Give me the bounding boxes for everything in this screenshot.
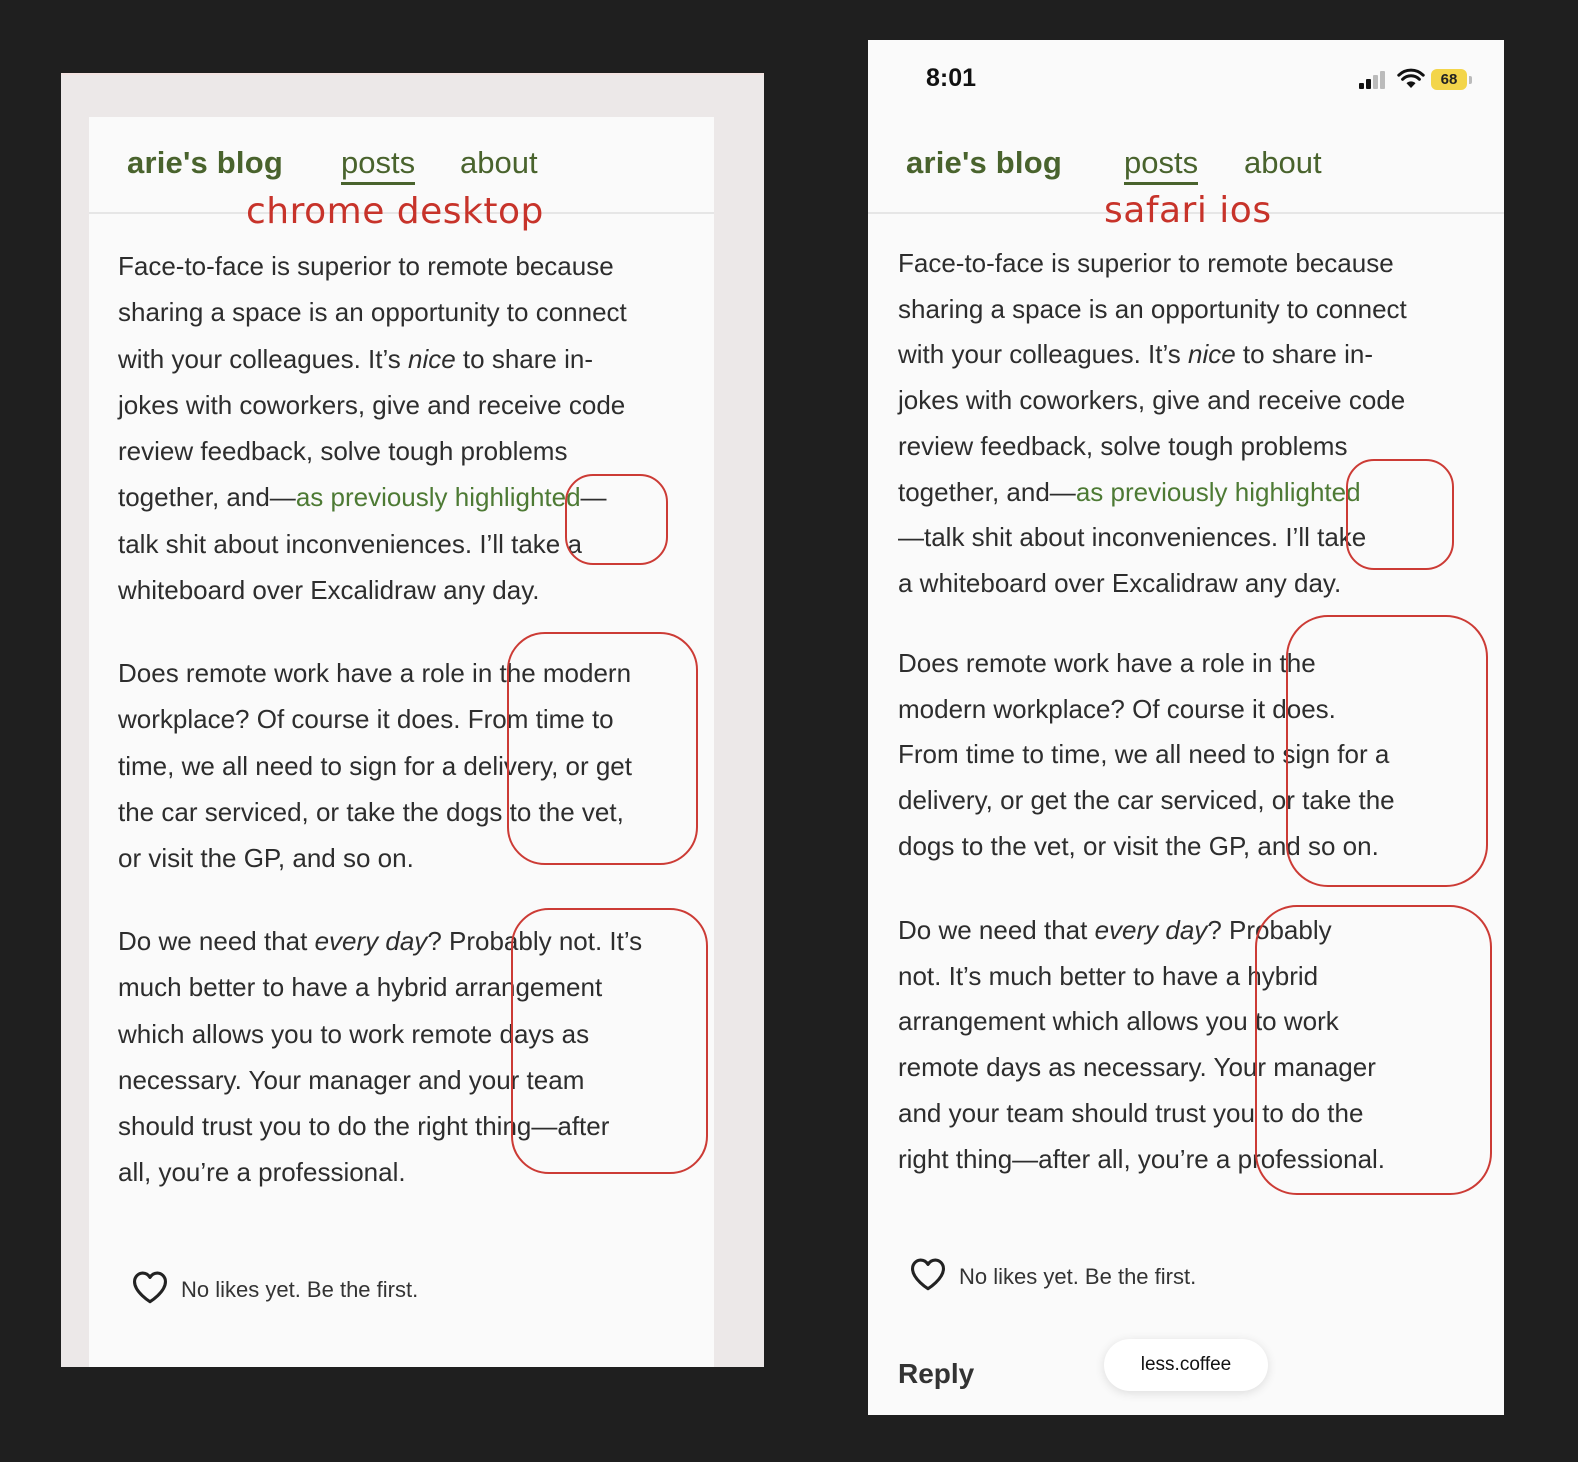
text-line: much better to have a hybrid arrangement (118, 972, 603, 1003)
reply-heading: Reply (898, 1358, 975, 1389)
text-line: arrangement which allows you to work (898, 1006, 1339, 1037)
text-line: dogs to the vet, or visit the GP, and so on. (898, 830, 1379, 861)
ios-status-bar (868, 40, 1504, 120)
status-time: 8:01 (926, 64, 977, 92)
text-line: Does remote work have a role in the (898, 648, 1316, 678)
text-line: review feedback, solve tough problems (898, 430, 1348, 461)
text-line: Does remote work have a role in the modern (118, 658, 632, 688)
text-line: workplace? Of course it does. From time to (118, 704, 614, 735)
text-line: —talk shit about inconveniences. I’ll take (898, 522, 1367, 553)
annotation-circle (511, 908, 708, 1174)
text-line: modern workplace? Of course it does. (898, 693, 1336, 724)
text-line: Do we need that every day? Probably not. It’s (118, 926, 643, 956)
text-line: necessary. Your manager and your team (118, 1064, 585, 1095)
text-line: sharing a space is an opportunity to connect (898, 293, 1407, 324)
likes-text: No likes yet. Be the first. (181, 1277, 419, 1302)
text-line: with your colleagues. It’s nice to share in- (898, 339, 1373, 370)
post-paragraph (118, 243, 627, 613)
text-line: all, you’re a professional. (118, 1157, 406, 1188)
wifi-icon (1397, 68, 1425, 90)
text-line: and your team should trust you to do the (898, 1097, 1364, 1128)
nav-about-link[interactable]: about (1244, 145, 1322, 180)
annotation-label: safari ios (1104, 190, 1272, 231)
text-line: delivery, or get the car serviced, or take the (898, 785, 1395, 816)
nav-about-link[interactable]: about (460, 145, 538, 180)
blog-brand-link[interactable]: arie's blog (127, 145, 284, 180)
nav-posts-link[interactable]: posts (341, 145, 415, 185)
text-line: Do we need that every day? Probably (898, 915, 1332, 945)
text-line: with your colleagues. It’s nice to share in- (118, 343, 593, 374)
site-url-pill[interactable]: less.coffee (1104, 1339, 1268, 1391)
annotation-circle (565, 474, 668, 565)
battery-tip (1469, 76, 1472, 84)
text-line: a whiteboard over Excalidraw any day. (898, 567, 1342, 598)
annotation-circle (1286, 615, 1488, 887)
text-line: remote days as necessary. Your manager (898, 1052, 1376, 1083)
text-line: which allows you to work remote days as (118, 1018, 590, 1049)
text-line: Face-to-face is superior to remote because (118, 251, 614, 281)
annotation-circle (1346, 459, 1454, 570)
text-line: right thing—after all, you’re a professional. (898, 1143, 1386, 1174)
text-line: review feedback, solve tough problems (118, 436, 568, 467)
text-line: or visit the GP, and so on. (118, 843, 414, 874)
annotation-circle (507, 632, 698, 865)
text-line: sharing a space is an opportunity to connect (118, 297, 627, 328)
text-line: whiteboard over Excalidraw any day. (118, 575, 540, 606)
heart-icon[interactable] (909, 1257, 947, 1297)
text-line: should trust you to do the right thing—after (118, 1111, 610, 1142)
annotation-circle (1255, 905, 1492, 1195)
inline-link[interactable]: as previously highlighted (295, 482, 581, 513)
post-paragraph (898, 241, 1407, 607)
text-line: not. It’s much better to have a hybrid (898, 960, 1319, 991)
annotation-label: chrome desktop (246, 191, 544, 232)
text-line: jokes with coworkers, give and receive code (898, 385, 1406, 416)
text-line: the car serviced, or take the dogs to the vet, (118, 796, 624, 827)
text-line: jokes with coworkers, give and receive code (118, 389, 626, 420)
battery-indicator: 68 (1431, 69, 1467, 90)
cellular-signal-icon (1359, 70, 1389, 90)
text-line: together, and—as previously highlighted— (118, 482, 607, 513)
text-line: From time to time, we all need to sign for a (898, 739, 1390, 770)
text-line: together, and—as previously highlighted (898, 476, 1361, 507)
likes-row (131, 1270, 418, 1310)
text-line: time, we all need to sign for a delivery, or get (118, 750, 632, 781)
nav-posts-link[interactable]: posts (1124, 145, 1198, 185)
blog-brand-link[interactable]: arie's blog (906, 145, 1063, 180)
inline-link[interactable]: as previously highlighted (1075, 476, 1361, 507)
heart-icon[interactable] (131, 1270, 169, 1310)
likes-text: No likes yet. Be the first. (959, 1264, 1197, 1289)
likes-row (909, 1257, 1196, 1297)
text-line: talk shit about inconveniences. I’ll take a (118, 528, 582, 559)
text-line: Face-to-face is superior to remote because (898, 248, 1394, 278)
